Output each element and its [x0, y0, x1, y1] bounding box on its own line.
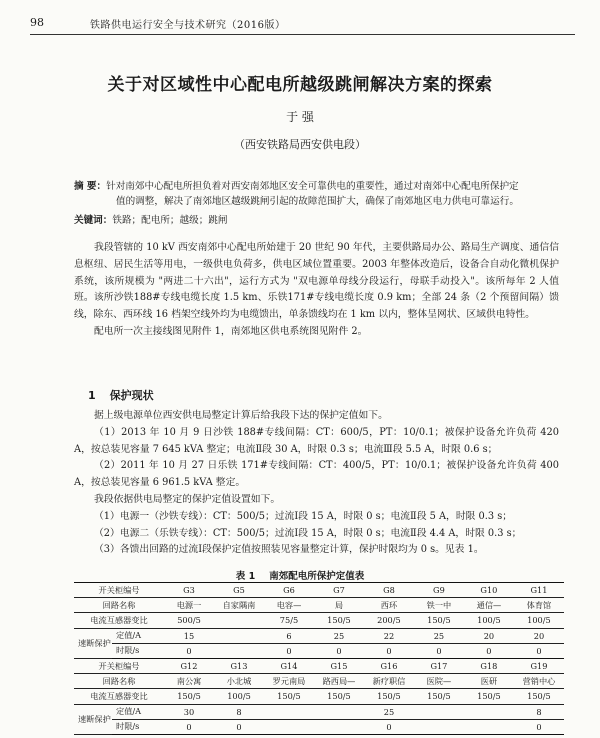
setting-label: 定值/A	[112, 628, 164, 643]
table-cell: 小北城	[214, 674, 264, 689]
switch-label: 开关柜编号	[74, 583, 164, 598]
time-label: 时限/s	[112, 719, 164, 734]
table-cell: 100/5	[214, 689, 264, 704]
table-cell	[414, 719, 464, 734]
table-cell: 150/5	[314, 689, 364, 704]
table-cell: 25	[364, 704, 414, 719]
introduction	[74, 240, 559, 341]
table-cell: 25	[414, 628, 464, 643]
table-row	[74, 658, 564, 673]
abstract-text-1: 针对南郊中心配电所担负着对西安南郊地区安全可靠供电的重要性，通过对南郊中心配电所保护定	[106, 181, 519, 192]
table-cell: 西环	[364, 598, 414, 613]
table-cell: 75/5	[264, 613, 314, 628]
table-cell: G6	[264, 583, 314, 598]
table-cell: G14	[264, 658, 314, 673]
table-cell: 150/5	[364, 689, 414, 704]
section-number: 1	[88, 389, 96, 402]
section-line: 据上级电源单位西安供电局整定计算后给我段下达的保护定值如下。	[94, 410, 388, 421]
table-cell: 30	[164, 704, 214, 719]
table-cell: 铁一中	[414, 598, 464, 613]
time-label: 时限/s	[112, 643, 164, 658]
table-cell: 新疗职信	[364, 674, 414, 689]
affiliation: （西安铁路局西安供电段）	[234, 138, 366, 151]
table-cell: 100/5	[514, 613, 564, 628]
table-cell: 0	[364, 643, 414, 658]
section-line: （2）电源二（乐铁专线）：CT：500/5；过流Ⅰ段 15 A，时限 0 s；电流Ⅱ段 4.4 A，时限 0.3 s；	[94, 527, 522, 539]
table-cell: 6	[264, 628, 314, 643]
table-cell: 0	[264, 643, 314, 658]
section-title: 保护现状	[109, 389, 154, 402]
table-number: 表 1	[235, 571, 256, 582]
table-cell: 150/5	[414, 613, 464, 628]
table-cell: G7	[314, 583, 364, 598]
keywords-text: 铁路；配电所；越级；跳闸	[112, 215, 228, 226]
circuit-label: 回路名称	[74, 598, 164, 613]
table-cell: G13	[214, 658, 264, 673]
keywords-label: 关键词：	[74, 215, 113, 226]
table-cell: 150/5	[464, 689, 514, 704]
table-cell: 150/5	[414, 689, 464, 704]
table-cell: 150/5	[264, 689, 314, 704]
table-cell: G9	[414, 583, 464, 598]
circuit-label: 回路名称	[74, 674, 164, 689]
section-line: （3）各馈出回路的过流Ⅰ段保护定值按照装见容量整定计算，保护时限均为 0 s。见表 1。	[94, 544, 484, 556]
abstract	[74, 179, 564, 209]
table-cell: 22	[364, 628, 414, 643]
table-cell: G3	[164, 583, 214, 598]
protect-label: 速断保护	[74, 628, 112, 658]
author: 于 强	[286, 110, 314, 124]
table-cell: 150/5	[164, 689, 214, 704]
table-cell: 0	[414, 643, 464, 658]
table-cell: 0	[214, 719, 264, 734]
table-cell: G18	[464, 658, 514, 673]
abstract-label: 摘 要：	[74, 181, 107, 192]
table-row	[74, 613, 564, 628]
table-cell	[214, 643, 264, 658]
page-number: 98	[30, 16, 44, 29]
table-row	[74, 643, 564, 658]
table-cell: 电容—	[264, 598, 314, 613]
table-cell: G17	[414, 658, 464, 673]
table-cell: 20	[514, 628, 564, 643]
table-cell: 100/5	[464, 613, 514, 628]
table-cell	[264, 704, 314, 719]
table-cell: G5	[214, 583, 264, 598]
table-cell: 25	[314, 628, 364, 643]
intro-paragraph-1: 我段管辖的 10 kV 西安南郊中心配电所始建于 20 世纪 90 年代，主要供路局办公、路局生产调度、通信信息枢纽、居民生活等用电，一级供电负荷多，供电区域位置重要。2003 年整体改造后，设备合自动化微机保护系统，该所规模为 "两进二十六出"，运行方式为 "双电源单母线分段运行，母联手动投入"。该所每年 2 人值班。该所沙铁188#专线电缆长度 1.5 km、乐铁171#专线电缆长度 0.9 km；全部 24 条（2 个预留间隔）馈线，除东、西环线 16 档架空线外均为电缆馈出，单条馈线均在 1 km 以内，整体呈网状、区域供电特性。	[74, 242, 559, 321]
table-cell: G12	[164, 658, 214, 673]
table-cell: 0	[314, 643, 364, 658]
table-title: 南郊配电所保护定值表	[269, 571, 365, 582]
table-cell: 路西局—	[314, 674, 364, 689]
table-cell: G16	[364, 658, 414, 673]
table-cell: 0	[514, 643, 564, 658]
table-cell: 通信—	[464, 598, 514, 613]
paper-title: 关于对区域性中心配电所越级跳闸解决方案的探索	[107, 75, 493, 95]
table-caption	[0, 568, 600, 582]
table-cell: 0	[464, 643, 514, 658]
table-cell	[214, 628, 264, 643]
table-cell	[264, 719, 314, 734]
table-row	[74, 719, 564, 734]
table-cell: 营销中心	[514, 674, 564, 689]
table-row	[74, 674, 564, 689]
table-cell	[314, 719, 364, 734]
table-cell: 0	[364, 719, 414, 734]
ct-label: 电流互感器变比	[74, 613, 164, 628]
table-cell	[214, 613, 264, 628]
table-cell: 南公寓	[164, 674, 214, 689]
table-row	[74, 598, 564, 613]
protection-settings-table	[74, 582, 564, 735]
table-cell: 0	[164, 719, 214, 734]
table-cell: 200/5	[364, 613, 414, 628]
table-cell: 20	[464, 628, 514, 643]
table-cell: G11	[514, 583, 564, 598]
section-line: 我段依据供电局整定的保护定值设置如下。	[94, 493, 281, 505]
table-cell: 8	[214, 704, 264, 719]
table-cell	[464, 704, 514, 719]
table-cell: G10	[464, 583, 514, 598]
header-rule	[30, 34, 575, 35]
table-cell: 500/5	[164, 613, 214, 628]
section-line: （1）2013 年 10 月 9 日沙铁 188#专线间隔：CT：600/5，PT：10/0.1；被保护设备允许负荷 420 A，按总装见容量 7 645 kVA 整定；电流Ⅱ段 30 A，时限 0.3 s；电流Ⅲ段 5.5 A，时限 0.6 s；	[74, 426, 559, 455]
journal-name: 铁路供电运行安全与技术研究（2016版）	[90, 20, 286, 31]
table-cell: 体育馆	[514, 598, 564, 613]
table-cell: 罗元南局	[264, 674, 314, 689]
table-cell: G19	[514, 658, 564, 673]
table-cell: 0	[514, 719, 564, 734]
table-cell	[464, 719, 514, 734]
setting-label: 定值/A	[112, 704, 164, 719]
table-cell: 自家隅南	[214, 598, 264, 613]
abstract-text-2: 值的调整，解决了南郊地区越级跳闸引起的故障范围扩大，确保了南郊地区电力供电可靠运行。	[116, 196, 519, 207]
table-cell: G8	[364, 583, 414, 598]
section-line: （1）电源一（沙铁专线）：CT：500/5；过流Ⅰ段 15 A，时限 0 s；电流Ⅱ段 5 A，时限 0.3 s；	[94, 510, 513, 522]
table-cell	[414, 704, 464, 719]
switch-label: 开关柜编号	[74, 658, 164, 673]
table-row	[74, 704, 564, 719]
table-cell: 0	[164, 643, 214, 658]
table-cell: 15	[164, 628, 214, 643]
table-cell: 8	[514, 704, 564, 719]
table-cell: G15	[314, 658, 364, 673]
intro-paragraph-2: 配电所一次主接线图见附件 1，南郊地区供电系统图见附件 2。	[94, 325, 368, 337]
table-cell: 电源一	[164, 598, 214, 613]
table-row	[74, 628, 564, 643]
table-cell: 150/5	[514, 689, 564, 704]
ct-label: 电流互感器变比	[74, 689, 164, 704]
table-cell	[314, 704, 364, 719]
keywords	[74, 212, 564, 226]
table-cell: 局	[314, 598, 364, 613]
running-header	[30, 16, 575, 34]
section-line: （2）2011 年 10 月 27 日乐铁 171#专线间隔：CT：400/5，PT：10/0.1；被保护设备允许负荷 400 A，按总装见容量 6 961.5 kVA 整定。	[74, 460, 559, 489]
section-heading	[88, 387, 154, 403]
table-cell: 医院—	[414, 674, 464, 689]
abstract-line-1	[74, 179, 564, 194]
table-row	[74, 689, 564, 704]
table-row	[74, 583, 564, 598]
table-cell: 医研	[464, 674, 514, 689]
section-body	[74, 408, 559, 559]
table-cell: 150/5	[314, 613, 364, 628]
protect-label: 速断保护	[74, 704, 112, 734]
